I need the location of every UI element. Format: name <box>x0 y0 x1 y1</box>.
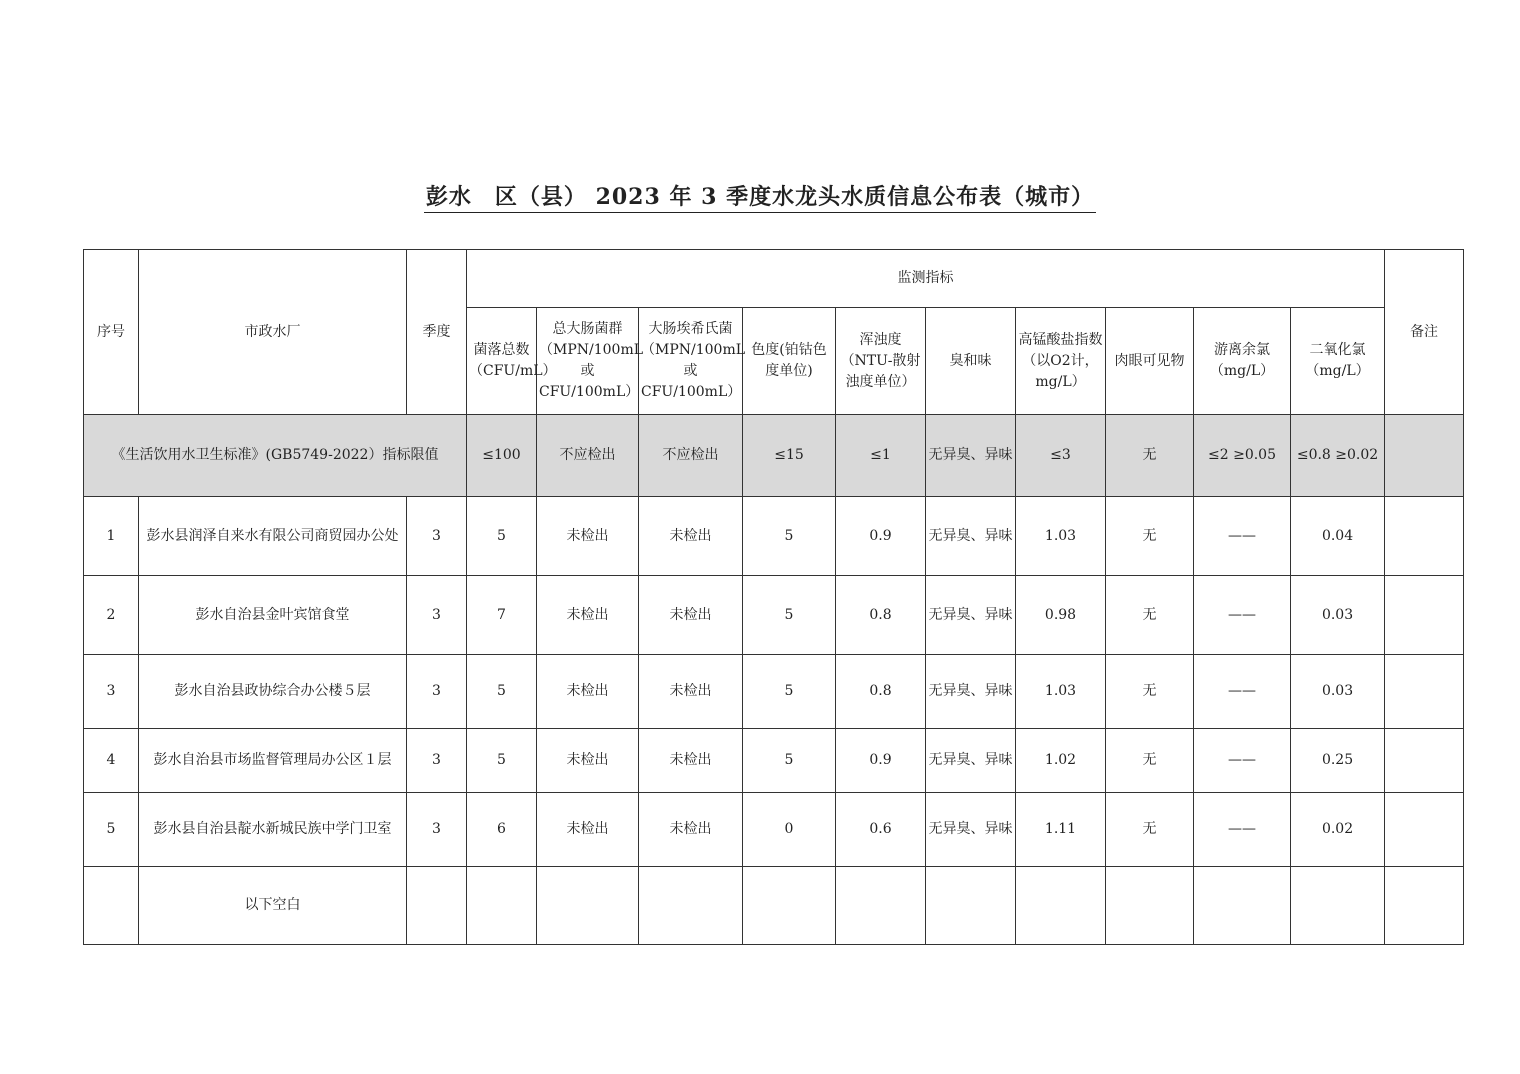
value-cell: 未检出 <box>537 729 639 793</box>
seq-cell: 4 <box>84 729 139 793</box>
value-cell: 0.8 <box>836 576 926 655</box>
value-cell: 5 <box>743 729 836 793</box>
header-indicator: 臭和味 <box>926 308 1016 415</box>
seq-cell: 3 <box>84 655 139 729</box>
value-cell: 5 <box>467 729 537 793</box>
table-row <box>84 729 1464 793</box>
table-row <box>84 655 1464 729</box>
value-cell: 0.25 <box>1291 729 1385 793</box>
value-cell: 无异臭、异味 <box>926 793 1016 867</box>
value-cell: 0.9 <box>836 729 926 793</box>
value-cell: 无 <box>1106 729 1194 793</box>
value-cell: 0.98 <box>1016 576 1106 655</box>
value-cell: 未检出 <box>639 655 743 729</box>
standard-value: ≤15 <box>743 415 836 497</box>
value-cell: 未检出 <box>537 497 639 576</box>
value-cell: 未检出 <box>537 655 639 729</box>
value-cell: 无 <box>1106 497 1194 576</box>
value-cell: 未检出 <box>639 497 743 576</box>
remark-cell <box>1385 576 1464 655</box>
value-cell: 无异臭、异味 <box>926 729 1016 793</box>
value-cell: 无 <box>1106 793 1194 867</box>
header-indicator: 菌落总数（CFU/mL） <box>467 308 537 415</box>
value-cell: 未检出 <box>537 576 639 655</box>
value-cell: 无异臭、异味 <box>926 497 1016 576</box>
value-cell: 6 <box>467 793 537 867</box>
header-indicator: 游离余氯（mg/L） <box>1194 308 1291 415</box>
standard-value: ≤100 <box>467 415 537 497</box>
table-row <box>84 793 1464 867</box>
season-cell: 3 <box>407 497 467 576</box>
value-cell: 1.03 <box>1016 497 1106 576</box>
header-indicator: 肉眼可见物 <box>1106 308 1194 415</box>
value-cell: —— <box>1194 576 1291 655</box>
standard-value: ≤2 ≥0.05 <box>1194 415 1291 497</box>
plant-cell: 彭水自治县金叶宾馆食堂 <box>139 576 407 655</box>
plant-cell: 彭水县润泽自来水有限公司商贸园办公处 <box>139 497 407 576</box>
header-season: 季度 <box>407 250 467 415</box>
header-indicator-group: 监测指标 <box>467 250 1385 308</box>
header-indicator: 二氧化氯（mg/L） <box>1291 308 1385 415</box>
value-cell: 0.03 <box>1291 655 1385 729</box>
season-cell: 3 <box>407 576 467 655</box>
value-cell: 0.03 <box>1291 576 1385 655</box>
value-cell: 无异臭、异味 <box>926 576 1016 655</box>
value-cell: 未检出 <box>639 793 743 867</box>
seq-cell: 5 <box>84 793 139 867</box>
value-cell: 0.04 <box>1291 497 1385 576</box>
value-cell: 未检出 <box>639 729 743 793</box>
plant-cell: 彭水县自治县靛水新城民族中学门卫室 <box>139 793 407 867</box>
remark-cell <box>1385 729 1464 793</box>
seq-cell: 2 <box>84 576 139 655</box>
value-cell: 5 <box>743 655 836 729</box>
blank-row-label: 以下空白 <box>139 867 407 945</box>
value-cell: 无 <box>1106 655 1194 729</box>
header-indicator: 大肠埃希氏菌（MPN/100mL或CFU/100mL） <box>639 308 743 415</box>
value-cell: 5 <box>743 576 836 655</box>
value-cell: 5 <box>467 655 537 729</box>
page-title: 彭水 区（县） 2023 年 3 季度水龙头水质信息公布表（城市） <box>0 180 1520 211</box>
value-cell: 0.6 <box>836 793 926 867</box>
value-cell: 1.02 <box>1016 729 1106 793</box>
remark-cell <box>1385 655 1464 729</box>
value-cell: —— <box>1194 793 1291 867</box>
standard-label: 《生活饮用水卫生标准》(GB5749-2022）指标限值 <box>84 415 467 497</box>
value-cell: 0 <box>743 793 836 867</box>
value-cell: 0.8 <box>836 655 926 729</box>
header-seq: 序号 <box>84 250 139 415</box>
plant-cell: 彭水自治县政协综合办公楼５层 <box>139 655 407 729</box>
value-cell: —— <box>1194 655 1291 729</box>
value-cell: 1.11 <box>1016 793 1106 867</box>
value-cell: 无异臭、异味 <box>926 655 1016 729</box>
value-cell: —— <box>1194 497 1291 576</box>
standard-value: 无 <box>1106 415 1194 497</box>
value-cell: 0.9 <box>836 497 926 576</box>
standard-value: 不应检出 <box>639 415 743 497</box>
header-indicator: 总大肠菌群（MPN/100mL或CFU/100mL） <box>537 308 639 415</box>
value-cell: 7 <box>467 576 537 655</box>
season-cell: 3 <box>407 793 467 867</box>
plant-cell: 彭水自治县市场监督管理局办公区１层 <box>139 729 407 793</box>
value-cell: 5 <box>467 497 537 576</box>
blank-row <box>84 867 1464 945</box>
standard-row <box>84 415 1464 497</box>
standard-value: 不应检出 <box>537 415 639 497</box>
season-cell: 3 <box>407 655 467 729</box>
table-row <box>84 497 1464 576</box>
value-cell: 无 <box>1106 576 1194 655</box>
header-indicator: 浑浊度（NTU-散射浊度单位） <box>836 308 926 415</box>
value-cell: 未检出 <box>639 576 743 655</box>
header-indicator: 高锰酸盐指数（以O2计，mg/L） <box>1016 308 1106 415</box>
standard-value: ≤0.8 ≥0.02 <box>1291 415 1385 497</box>
header-plant: 市政水厂 <box>139 250 407 415</box>
water-quality-table <box>83 249 1464 945</box>
header-indicator: 色度(铂钴色度单位) <box>743 308 836 415</box>
seq-cell: 1 <box>84 497 139 576</box>
standard-value: 无异臭、异味 <box>926 415 1016 497</box>
remark-cell <box>1385 497 1464 576</box>
header-row-group <box>84 250 1464 308</box>
remark-cell <box>1385 793 1464 867</box>
standard-value: ≤1 <box>836 415 926 497</box>
value-cell: —— <box>1194 729 1291 793</box>
table-row <box>84 576 1464 655</box>
header-remark: 备注 <box>1385 250 1464 415</box>
value-cell: 1.03 <box>1016 655 1106 729</box>
standard-value: ≤3 <box>1016 415 1106 497</box>
value-cell: 0.02 <box>1291 793 1385 867</box>
value-cell: 未检出 <box>537 793 639 867</box>
value-cell: 5 <box>743 497 836 576</box>
standard-remark <box>1385 415 1464 497</box>
season-cell: 3 <box>407 729 467 793</box>
